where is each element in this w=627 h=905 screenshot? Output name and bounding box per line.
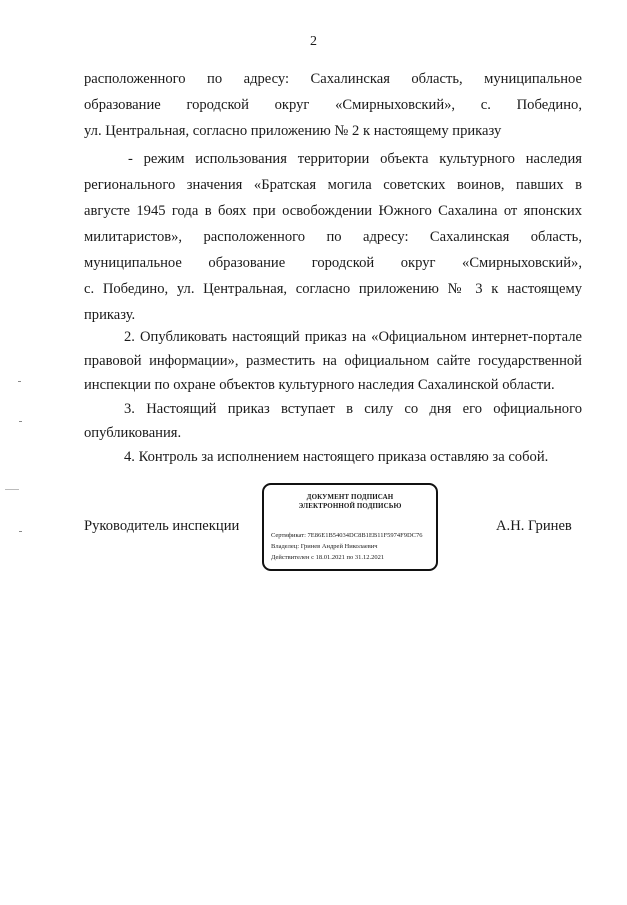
stamp-validity: Действителен с 18.01.2021 по 31.12.2021 [271, 554, 385, 561]
scan-mark [19, 421, 22, 422]
text-line: инспекции по охране объектов культурного наследия Сахалинской области. [84, 377, 555, 393]
text-line: опубликования. [84, 425, 182, 441]
text-line: регионального значения «Братская могила советских воинов, павших в [84, 177, 582, 193]
text-line: 4. Контроль за исполнением настоящего приказа оставляю за собой. [124, 449, 549, 465]
text-line: 2. Опубликовать настоящий приказ на «Официальном интернет-портале [124, 329, 582, 345]
scan-mark [5, 489, 19, 490]
scan-mark [19, 531, 22, 532]
stamp-title-line: ДОКУМЕНТ ПОДПИСАН [306, 493, 394, 501]
signature-position: Руководитель инспекции [84, 518, 240, 534]
text-line: расположенного по адресу: Сахалинская область, муниципальное [84, 71, 582, 87]
stamp-title-line: ЭЛЕКТРОННОЙ ПОДПИСЬЮ [298, 502, 402, 510]
page-number: 2 [310, 34, 317, 49]
text-line: 3. Настоящий приказ вступает в силу со дня его официального [124, 401, 582, 417]
text-line: образование городской округ «Смирныховский», с. Победино, [84, 97, 582, 113]
text-line: - режим использования территории объекта культурного наследия [128, 151, 582, 167]
text-line: милитаристов», расположенного по адресу: Сахалинская область, [84, 229, 582, 245]
signatory-name: А.Н. Гринев [496, 518, 572, 534]
stamp-certificate: Сертификат: 7E86E1B54034DC8B1EB11F5974F9DC76 [271, 532, 423, 539]
scan-mark [18, 381, 21, 382]
text-line: муниципальное образование городской округ «Смирныховский», [84, 255, 582, 271]
text-line: ул. Центральная, согласно приложению № 2 к настоящему приказу [84, 123, 502, 139]
text-line: приказу. [84, 307, 136, 323]
electronic-signature-stamp [262, 483, 438, 571]
text-line: с. Победино, ул. Центральная, согласно приложению № 3 к настоящему [84, 281, 582, 297]
text-line: правовой информации», разместить на официальном сайте государственной [84, 353, 582, 369]
stamp-owner: Владелец: Гринев Андрей Николаевич [271, 543, 378, 550]
text-line: августе 1945 года в боях при освобождении Южного Сахалина от японских [84, 203, 582, 219]
